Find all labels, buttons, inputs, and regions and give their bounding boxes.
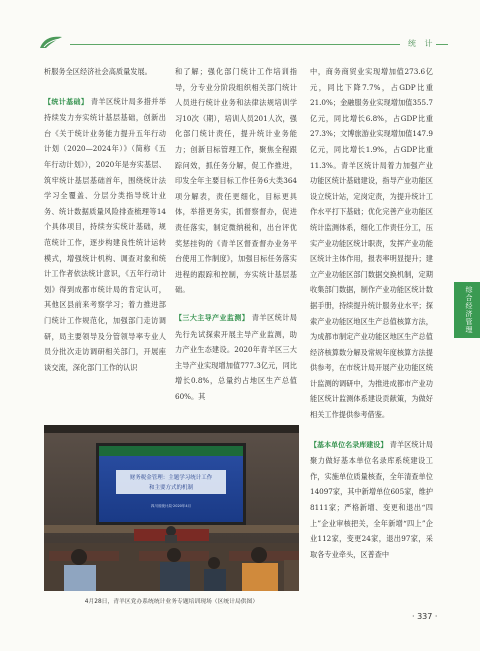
paragraph: 和了解；强化部门统计工作培训指导，分专业分阶段组织相关部门统计人员进行统计业务和法律法规培训学习10次（期），培训人员201人次，强化部门统计责任，提升统计业务能力；创新目标管理工作，聚焦全程跟踪问效，抓任务分解，促工作推进，印发全年主要目标工作任务6大类364项分解表，责任更细化，目标更具体，举措更务实，抓督察督办，促进责任落实，制定微纳税和，出台评优奖惩挂钩的《青羊区督查督办业务平台使用工作制度》，加强目标任务落实进程的跟踪和控制，夯实统计基层基础。 xyxy=(175,67,297,295)
text-column-2 xyxy=(175,64,297,404)
text-column-1 xyxy=(44,64,166,375)
screen-banner-line2: 和主要方式的机制 xyxy=(148,485,194,491)
paragraph-text: 青羊区统计局聚力做好基本单位名录库系统建设工作，实施单位质量核查，全年清查单位14097家，其中新增单位605家，维护8111家；严格新增、变更和退出“四上”企业审核把关，全年新增“四上”企业112家，变更24家，退出97家，采取各专业牵头，区普查中 xyxy=(310,439,433,559)
photo-scene xyxy=(44,425,299,591)
training-photo xyxy=(44,425,299,591)
paragraph: 中，商务商贸业实现增加值273.6亿元，同比下降7.7%，占GDP比重21.0%；金融服务业实现增加值355.7亿元，同比增长6.8%，占GDP比重27.3%；文博旅游业实现增加值147.9亿元，同比增长1.9%，占GDP比重11.3%。青羊区统计局着力加强产业功能区统计基础建设，指导产业功能区设立统计站，定岗定责，为提升统计工作水平打下基础；优化完善产业功能区统计监测体系，细化工作责任分工，压实产业功能区统计职责，发挥产业功能区统计主体作用，报表率明显提升；建立产业功能区部门数据交换机制，定期收集部门数据，制作产业功能区统计数据手册，持续提升统计服务业水平；探索产业功能区地区生产总值核算方法，为成都市制定产业功能区地区生产总值经济核算数分解及常规年度核算方法提供参考，在市统计局开展产业功能区统计监测的调研中，为推进成都市产业功能区统计监测体系建设贡献策，为做好相关工作提供参考借鉴。 xyxy=(310,67,433,420)
page-number: · 337 · xyxy=(412,612,438,621)
paragraph-text: 青羊区统计局先行先试探索开展主导产业监测，助力产业生态建设。2020年青羊区三大主导产业实现增加值777.3亿元，同比增长0.8%，总量约占地区生产总值60%。其 xyxy=(175,312,297,401)
leaf-logo-icon xyxy=(38,34,64,50)
header-rule-end xyxy=(436,44,448,45)
chapter-side-tab-label: 综合经济管理 xyxy=(465,286,473,334)
header-rule xyxy=(70,44,400,45)
section-heading: 【三大主导产业监测】 xyxy=(175,313,250,322)
screen-banner-line1: 财务税金管理：主题学习统计工作 xyxy=(129,475,213,481)
page-header xyxy=(0,0,480,52)
chapter-side-tab xyxy=(454,282,480,338)
section-heading: 【统计基础】 xyxy=(44,97,89,106)
screen-banner-small: 四川省统计局·2020年4月 xyxy=(150,504,192,508)
paragraph-text: 青羊区统计局多措并举持续发力夯实统计基层基础，创新出台《关于统计业务能力提升五年行动计划（2020—2024年）》（简称《五年行动计划》），2020年是夯实基层、筑牢统计基层基础首年，围绕统计法学习全覆盖、分层分类指导统计业务、统计数据质量风险排查梳理等14个具体项目，持续夯实统计基础，规范统计工作，逐步构建良性统计运转模式，增强统计机构、调查对象和统计工作者依法统计意识，《五年行动计划》得到成都市统计局的肯定认可，其他区县前来考察学习；着力推进部门统计工作规范化，加强部门走访调研，局主要领导及分管领导率专业人员分批次走访调研相关部门，开展座谈交流，深化部门工作的认识 xyxy=(44,96,166,372)
paragraph xyxy=(44,94,166,376)
paragraph xyxy=(310,437,433,563)
section-heading: 【基本单位名录库建设】 xyxy=(310,440,388,449)
photo-caption: 4月28日，青羊区党办系统统计业务专题培训现场（区统计局供图） xyxy=(84,599,259,605)
paragraph xyxy=(175,310,297,405)
text-column-3 xyxy=(310,64,433,562)
section-title: 统 计 xyxy=(408,39,436,48)
paragraph: 析服务全区经济社会高质量发展。 xyxy=(44,67,152,76)
